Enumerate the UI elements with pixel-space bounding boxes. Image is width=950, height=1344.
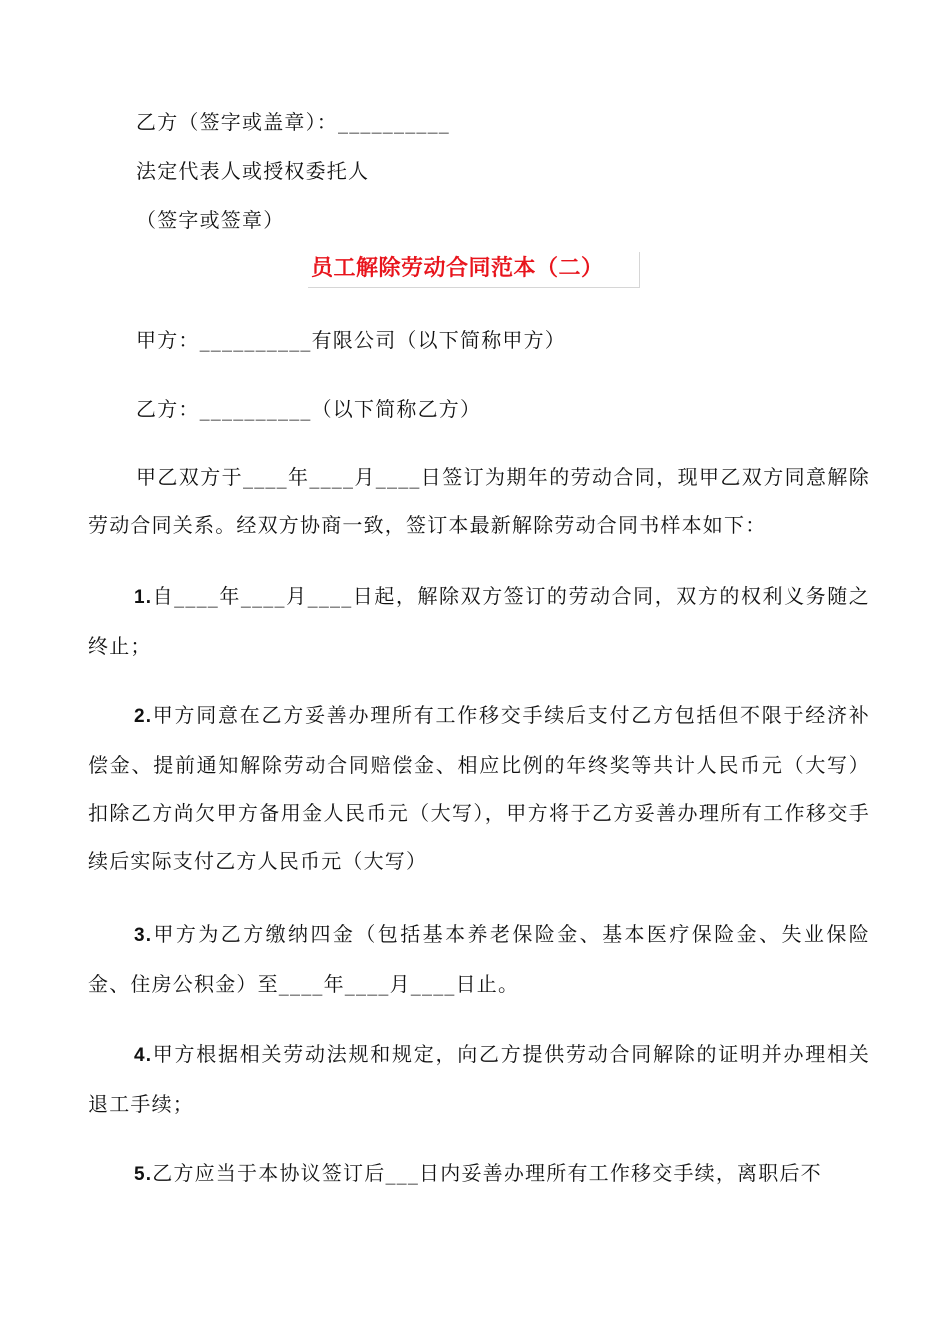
clause-number: 3.	[134, 925, 153, 946]
intro-paragraph: 甲乙双方于____年____月____日签订为期年的劳动合同，现甲乙双方同意解除劳动合同关系。经双方协商一致，签订本最新解除劳动合同书样本如下：	[88, 465, 870, 537]
clause-number: 4.	[134, 1045, 153, 1066]
clause-number: 1.	[134, 587, 153, 608]
document-title-box	[308, 252, 640, 288]
clause-3	[88, 910, 870, 1008]
clause-text: 甲方为乙方缴纳四金（包括基本养老保险金、基本医疗保险金、失业保险金、住房公积金）至____年____月____日止。	[88, 922, 870, 996]
clause-text: 甲方同意在乙方妥善办理所有工作移交手续后支付乙方包括但不限于经济补偿金、提前通知解除劳动合同赔偿金、相应比例的年终奖等共计人民币元（大写）扣除乙方尚欠甲方备用金人民币元（大写），甲方将于乙方妥善办理所有工作移交手续后实际支付乙方人民币元（大写）	[88, 703, 870, 873]
clause-text: 乙方应当于本协议签订后___日内妥善办理所有工作移交手续，离职后不	[152, 1161, 822, 1185]
clause-4	[88, 1030, 870, 1128]
clause-number: 2.	[134, 706, 153, 727]
clause-1	[88, 572, 870, 670]
clause-text: 甲方根据相关劳动法规和规定，向乙方提供劳动合同解除的证明并办理相关退工手续；	[88, 1042, 870, 1116]
clause-5	[88, 1149, 870, 1199]
clause-text: 自____年____月____日起，解除双方签订的劳动合同，双方的权利义务随之终止；	[88, 584, 870, 658]
clause-number: 5.	[134, 1164, 153, 1185]
party-b-line: 乙方：__________（以下简称乙方）	[136, 397, 482, 421]
legal-representative-line: 法定代表人或授权委托人	[136, 159, 370, 183]
party-b-signature-line: 乙方（签字或盖章）：__________	[136, 110, 450, 134]
document-title: 员工解除劳动合同范本（二）	[311, 256, 604, 281]
clause-2	[88, 691, 870, 885]
party-a-line: 甲方：__________有限公司（以下简称甲方）	[136, 328, 566, 352]
sign-or-seal-line: （签字或签章）	[136, 208, 285, 232]
